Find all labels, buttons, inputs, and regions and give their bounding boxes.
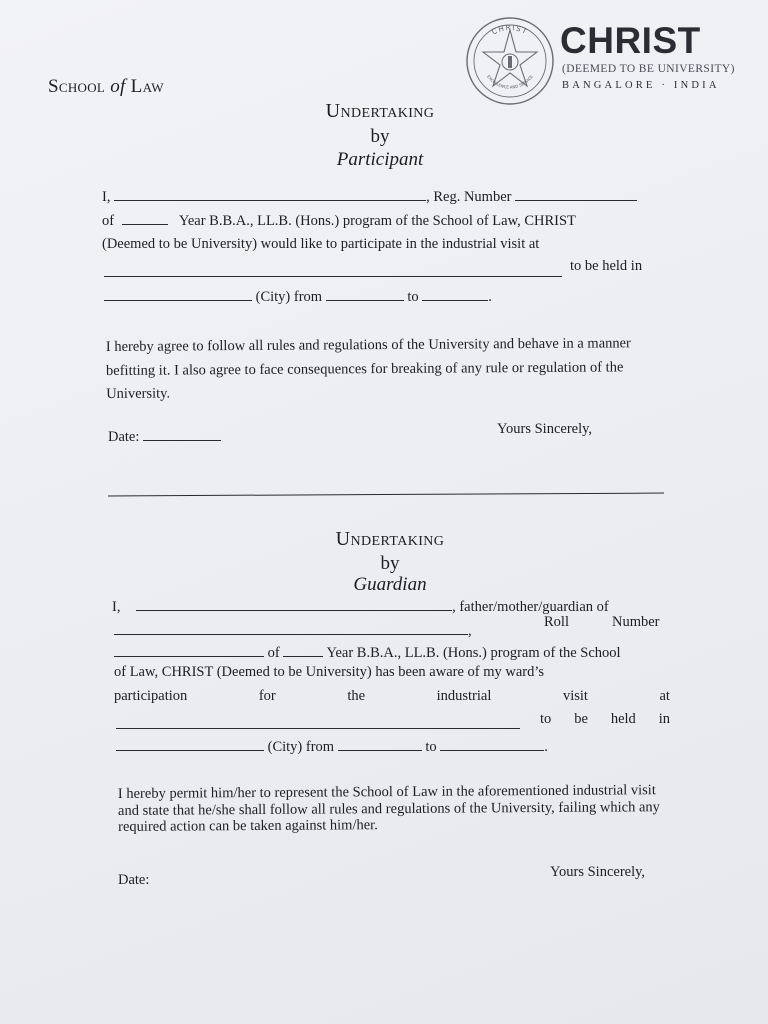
seal-bottom-text: EXCELLENCE AND SERVICE: [486, 74, 534, 90]
svg-text:CHRIST: [491, 24, 530, 37]
guardian-role: Guardian: [353, 574, 427, 595]
participant-date-field[interactable]: [143, 428, 221, 441]
guardian-line-ward: , Roll Number: [114, 622, 668, 640]
university-seal-logo: [465, 16, 555, 106]
participant-date-line: Date:: [108, 428, 221, 446]
participant-line-program: of Year B.B.A., LL.B. (Hons.) program of the School of Law, CHRIST: [102, 213, 576, 229]
participant-year-field[interactable]: [122, 212, 168, 225]
guardian-permission-text: I hereby permit him/her to represent the School of Law in the aforementioned industrial visit and state that he/she shall follow all rules and regulations of the University, failing which any required action can be taken against him/her.: [117, 782, 660, 835]
guardian-roll-number-field[interactable]: [114, 644, 264, 657]
brand-subtitle: (DEEMED TO BE UNIVERSITY): [562, 63, 735, 75]
participant-line-name: I, , Reg. Number: [102, 188, 637, 206]
guardian-title: Undertaking: [335, 528, 445, 550]
participant-held-in: to be held in: [570, 258, 643, 274]
participant-by: by: [370, 126, 390, 147]
guardian-line-aware: of Law, CHRIST (Deemed to be University) has been aware of my ward’s: [114, 664, 545, 680]
participant-sincerely: Yours Sincerely,: [497, 421, 593, 437]
guardian-line-program: of Year B.B.A., LL.B. (Hons.) program of the School: [114, 644, 621, 662]
brand-location: BANGALORE · INDIA: [562, 80, 720, 91]
guardian-sincerely: Yours Sincerely,: [550, 864, 646, 880]
participant-visit-place-field[interactable]: [104, 276, 562, 277]
guardian-line-participation: participation for the industrial visit at: [114, 688, 670, 704]
section-divider: [108, 493, 664, 497]
guardian-held-in: to be held in: [540, 711, 670, 727]
guardian-ward-name-field[interactable]: [114, 622, 468, 635]
guardian-to-date-field[interactable]: [440, 738, 544, 751]
participant-title: Undertaking: [325, 100, 435, 122]
participant-agreement-text: I hereby agree to follow all rules and regulations of the University and behave in a manner befitting it. I also agree to face consequences for breaking of any rule or regulation of the University.: [105, 335, 631, 402]
participant-from-date-field[interactable]: [326, 288, 404, 301]
participant-to-date-field[interactable]: [422, 288, 488, 301]
school-of-law-heading: School of Law: [48, 76, 164, 97]
participant-line-dates: (City) from to .: [104, 288, 492, 306]
guardian-date-label: Date:: [118, 872, 150, 888]
guardian-from-date-field[interactable]: [338, 738, 422, 751]
guardian-year-field[interactable]: [283, 644, 323, 657]
participant-name-field[interactable]: [114, 188, 426, 201]
guardian-visit-place-field[interactable]: [116, 728, 520, 729]
guardian-roll-label: Roll: [544, 614, 569, 630]
participant-city-field[interactable]: [104, 288, 252, 301]
seal-top-text: CHRIST: [490, 23, 530, 37]
svg-text:EXCELLENCE AND SERVICE: [486, 74, 534, 90]
guardian-number-label: Number: [612, 614, 660, 630]
guardian-by: by: [380, 553, 400, 574]
guardian-city-field[interactable]: [116, 738, 264, 751]
participant-role: Participant: [336, 149, 424, 170]
brand-name: CHRIST: [560, 20, 701, 61]
guardian-name-field[interactable]: [136, 598, 452, 611]
participant-reg-number-field[interactable]: [515, 188, 637, 201]
guardian-line-dates: (City) from to .: [116, 738, 548, 756]
guardian-line-name: I, , father/mother/guardian of: [112, 599, 609, 615]
participant-line-visit: (Deemed to be University) would like to participate in the industrial visit at: [102, 236, 540, 252]
